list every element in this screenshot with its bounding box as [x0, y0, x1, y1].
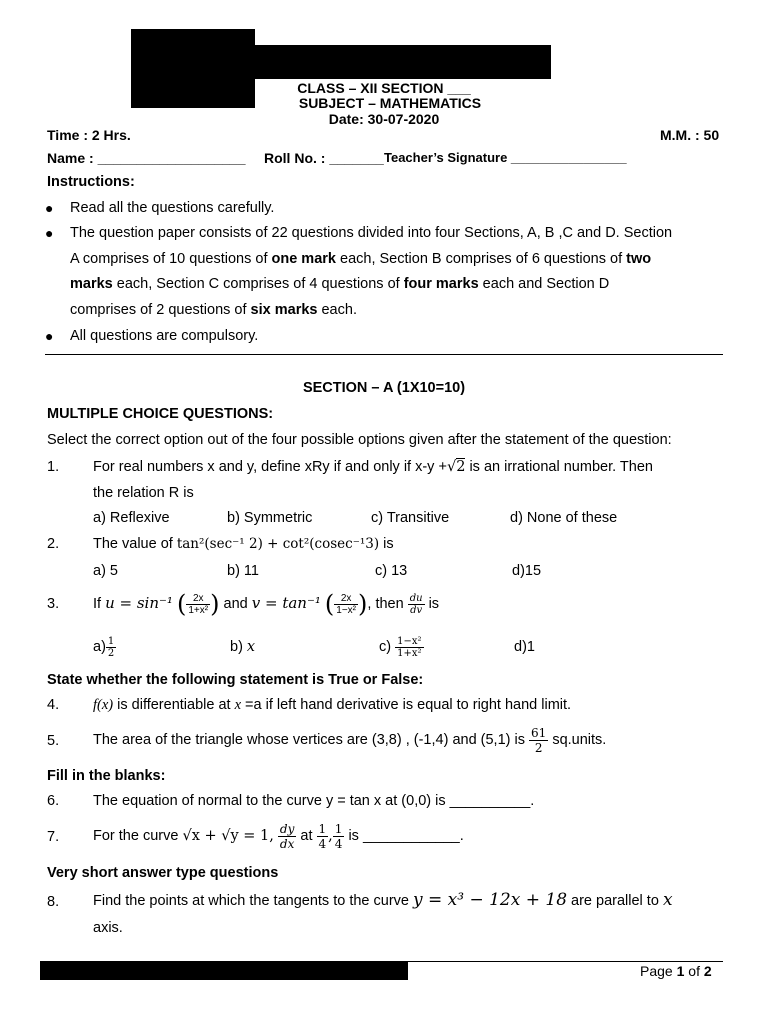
question-text: is [424, 596, 440, 612]
question-text: at [296, 828, 317, 844]
bullet-icon: ● [45, 200, 54, 216]
fraction-numerator: 1 [107, 635, 115, 647]
question-4-text [93, 697, 571, 714]
page-prefix: Page [640, 963, 677, 979]
question-8-text-cont: axis. [93, 920, 123, 936]
instruction-item-2-line-3 [70, 276, 609, 292]
paren-left: ( [176, 590, 187, 619]
fraction-denominator: 1+x² [397, 647, 422, 659]
question-7-text [93, 817, 464, 855]
question-2-text [93, 536, 394, 552]
instruction-emphasis: two [626, 251, 652, 267]
mcq-instruction: Select the correct option out of the four possible options given after the statement of the question: [47, 432, 672, 448]
section-a-title: SECTION – A (1X10=10) [302, 380, 466, 396]
question-number: 8. [47, 894, 60, 910]
question-8-text [93, 890, 673, 910]
fraction-denominator: 1+x² [188, 604, 209, 616]
q1-option-b: b) Symmetric [227, 510, 313, 526]
math-expression: v = tan⁻¹ [251, 594, 321, 612]
q2-option-d: d)15 [512, 563, 542, 579]
true-false-title: State whether the following statement is True or False: [47, 672, 424, 688]
q3-option-b [230, 630, 255, 664]
fraction-denominator: dv [410, 604, 423, 616]
paren-right: ) [358, 590, 368, 619]
comma: , [328, 828, 333, 844]
math-expression: √x + √y = 1, [182, 828, 274, 844]
fraction-denominator: 4 [318, 836, 327, 851]
fraction-numerator: dy [279, 821, 295, 836]
fraction [186, 593, 210, 616]
question-text: , then [367, 596, 408, 612]
question-number: 6. [47, 793, 60, 809]
question-number: 3. [47, 596, 60, 612]
sqrt-symbol: √ [446, 459, 457, 475]
fill-blanks-title: Fill in the blanks: [47, 768, 166, 784]
question-text: is ____________. [344, 828, 464, 844]
fraction-numerator: 61 [531, 725, 547, 740]
instruction-text: each, Section B comprises of 6 questions of [335, 251, 627, 267]
question-1-text-cont: the relation R is [93, 485, 194, 501]
question-number: 5. [47, 733, 60, 749]
question-text: The value of [93, 536, 177, 552]
fraction-denominator: 2 [107, 647, 115, 659]
question-text: and [223, 596, 252, 612]
question-text: is an irrational number. Then [465, 459, 653, 475]
fraction-numerator: 1−x² [397, 635, 422, 647]
instruction-text: comprises of 2 questions of [70, 302, 251, 318]
question-text: sq.units. [548, 732, 607, 748]
instruction-text: each and Section D [478, 276, 610, 292]
fraction-numerator: 1 [334, 821, 343, 836]
q3-option-a [93, 630, 116, 664]
fraction [529, 726, 548, 755]
instruction-item-3: All questions are compulsory. [70, 328, 259, 344]
fraction [395, 636, 423, 659]
instruction-item-2-line-4 [70, 302, 357, 318]
math-expression: x [234, 697, 242, 713]
math-expression: tan²(sec⁻¹ 2) + cot²(cosec⁻¹3) [176, 536, 380, 552]
question-text: is differentiable at [113, 697, 235, 713]
name-field: Name : ___________________ [47, 150, 246, 166]
instruction-text: A comprises of 10 questions of [70, 251, 272, 267]
redaction-block-top-right [255, 45, 551, 79]
fraction-numerator: 1 [318, 821, 327, 836]
fraction [278, 822, 296, 851]
q2-option-a: a) 5 [93, 563, 118, 579]
page-number [640, 963, 712, 979]
fraction [334, 593, 358, 616]
option-label: a) [93, 639, 106, 655]
fraction-denominator: 4 [334, 836, 343, 851]
subject-line: SUBJECT – MATHEMATICS [298, 95, 482, 111]
question-text: For real numbers x and y, define xRy if and only if x-y + [93, 459, 447, 475]
question-text: are parallel to [567, 893, 663, 909]
question-text: For the curve [93, 828, 183, 844]
q2-option-c: c) 13 [375, 563, 408, 579]
paren-left: ( [324, 590, 335, 619]
fraction [317, 822, 329, 851]
roll-number-field: Roll No. : _______ [264, 150, 384, 166]
q1-option-d: d) None of these [510, 510, 618, 526]
math-expression: y = x³ − 12x + 18 [413, 890, 568, 910]
footer-redaction-block [40, 962, 408, 980]
option-label: b) [230, 639, 247, 655]
very-short-answer-title: Very short answer type questions [47, 865, 279, 881]
sqrt-radicand: 2 [456, 459, 466, 475]
instruction-emphasis: four marks [403, 276, 479, 292]
teacher-signature-field: Teacher’s Signature ________________ [384, 150, 627, 165]
math-expression: u = sin⁻¹ [105, 594, 173, 612]
question-text: =a if left hand derivative is equal to right hand limit. [241, 697, 572, 713]
question-3-text [93, 586, 439, 621]
instruction-item-2-line-2 [70, 251, 651, 267]
time-label: Time : 2 Hrs. [47, 127, 131, 143]
divider-rule [45, 354, 723, 355]
bullet-icon: ● [45, 225, 54, 241]
math-expression: x [246, 639, 256, 655]
question-number: 4. [47, 697, 60, 713]
fraction [408, 593, 425, 616]
question-1-text [93, 459, 653, 475]
math-expression: f(x) [93, 697, 114, 713]
instruction-text: each, Section C comprises of 4 questions of [112, 276, 404, 292]
page-current: 1 [676, 963, 685, 979]
instruction-emphasis: one mark [271, 251, 336, 267]
question-number: 7. [47, 829, 60, 845]
fraction-denominator: dx [279, 836, 295, 851]
instruction-item-2-line-1: The question paper consists of 22 questions divided into four Sections, A, B ,C and D. Section [70, 225, 673, 241]
fraction [333, 822, 345, 851]
fraction [106, 636, 116, 659]
instruction-emphasis: six marks [250, 302, 318, 318]
mcq-title: MULTIPLE CHOICE QUESTIONS: [47, 406, 274, 422]
fraction-denominator: 2 [534, 740, 543, 755]
question-text: If [93, 596, 106, 612]
instruction-item-1: Read all the questions carefully. [70, 200, 275, 216]
date-line: Date: 30-07-2020 [328, 111, 440, 127]
question-text: The area of the triangle whose vertices are (3,8) , (-1,4) and (5,1) is [93, 732, 530, 748]
question-6-text: The equation of normal to the curve y = tan x at (0,0) is __________. [93, 793, 535, 809]
fraction-numerator: du [409, 592, 423, 604]
page-of: of [684, 963, 704, 979]
question-number: 1. [47, 459, 60, 475]
q1-option-c: c) Transitive [371, 510, 450, 526]
option-label: c) [379, 639, 396, 655]
fraction-numerator: 2x [186, 593, 210, 605]
q1-option-a: a) Reflexive [93, 510, 170, 526]
instruction-emphasis: marks [70, 276, 113, 292]
paren-right: ) [210, 590, 220, 619]
instructions-title: Instructions: [47, 174, 135, 190]
page-total: 2 [703, 963, 712, 979]
q3-option-c [379, 630, 424, 664]
math-expression: x [662, 890, 673, 910]
fraction-numerator: 2x [334, 593, 358, 605]
max-marks-label: M.M. : 50 [660, 127, 720, 143]
question-number: 2. [47, 536, 60, 552]
question-5-text [93, 721, 606, 759]
class-line: CLASS – XII SECTION ___ [297, 80, 471, 96]
question-text: Find the points at which the tangents to the curve [93, 893, 413, 909]
instruction-text: each. [317, 302, 357, 318]
bullet-icon: ● [45, 328, 54, 344]
q2-option-b: b) 11 [227, 563, 259, 579]
question-text: is [379, 536, 394, 552]
q3-option-d: d)1 [514, 639, 535, 655]
fraction-denominator: 1−x² [336, 604, 357, 616]
